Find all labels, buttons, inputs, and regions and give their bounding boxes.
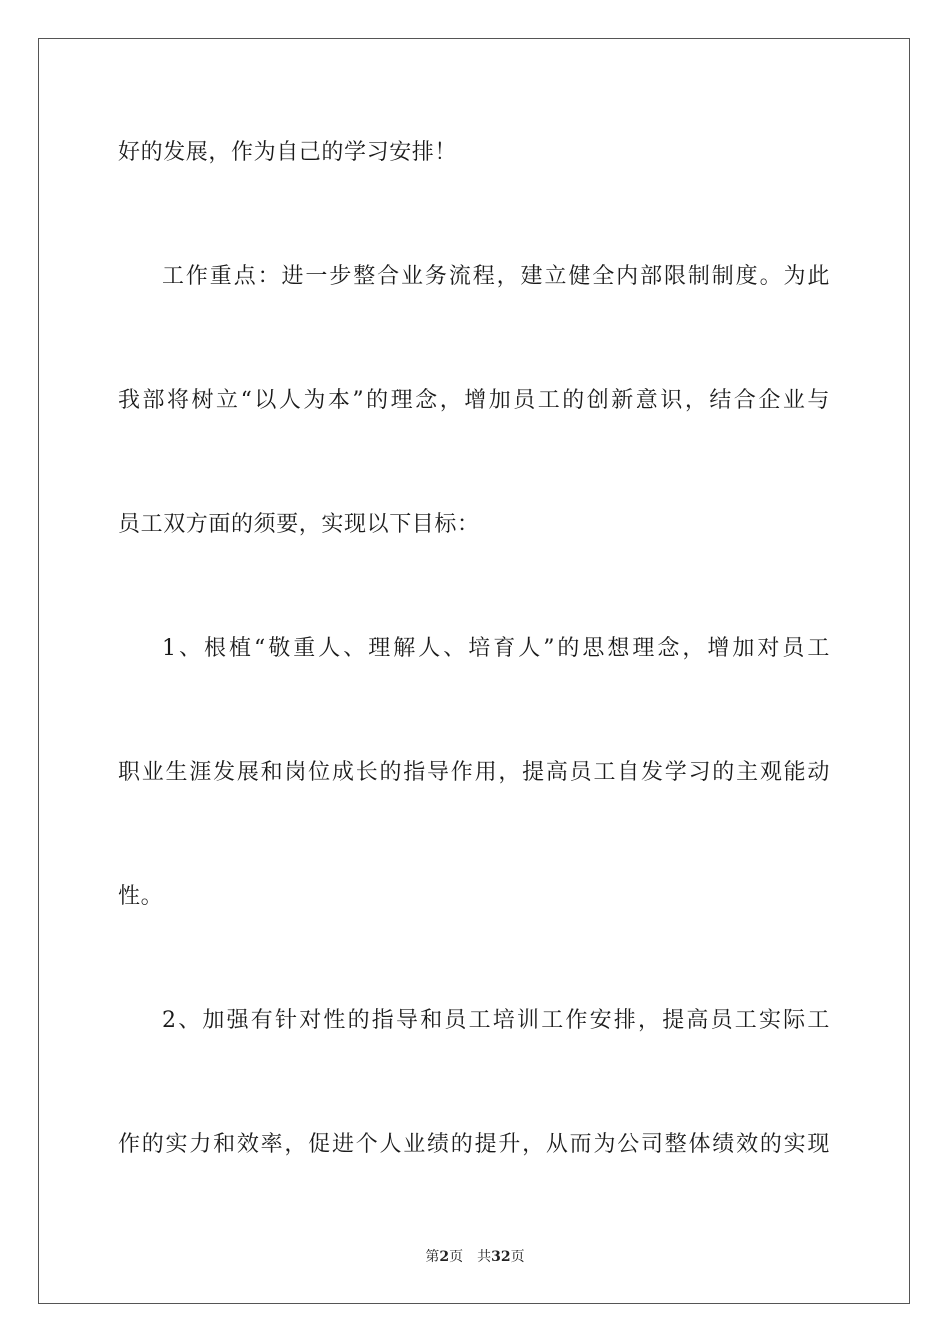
text-line: 好的发展，作为自己的学习安排！ — [118, 140, 458, 165]
total-suffix: 页 — [510, 1249, 525, 1265]
text-line: 员工双方面的须要，实现以下目标： — [118, 512, 480, 537]
text-line: 作的实力和效率，促进个人业绩的提升，从而为公司整体绩效的实现 — [118, 1132, 830, 1157]
text-line: 1、根植“敬重人、理解人、培育人”的思想理念，增加对员工 — [162, 636, 830, 661]
total-pages: 32 — [491, 1249, 511, 1265]
page-border — [38, 38, 910, 1304]
page-suffix: 页 — [449, 1249, 464, 1265]
text-line: 我部将树立“以人为本”的理念，增加员工的创新意识，结合企业与 — [118, 388, 830, 413]
page-footer — [0, 1248, 950, 1266]
text-line: 工作重点：进一步整合业务流程，建立健全内部限制制度。为此 — [162, 264, 830, 289]
page-number: 2 — [439, 1249, 450, 1265]
page-prefix: 第 — [425, 1249, 440, 1265]
total-prefix: 共 — [477, 1249, 492, 1265]
text-line: 性。 — [118, 884, 164, 909]
text-line: 2、加强有针对性的指导和员工培训工作安排，提高员工实际工 — [162, 1008, 830, 1033]
text-line: 职业生涯发展和岗位成长的指导作用，提高员工自发学习的主观能动 — [118, 760, 830, 785]
